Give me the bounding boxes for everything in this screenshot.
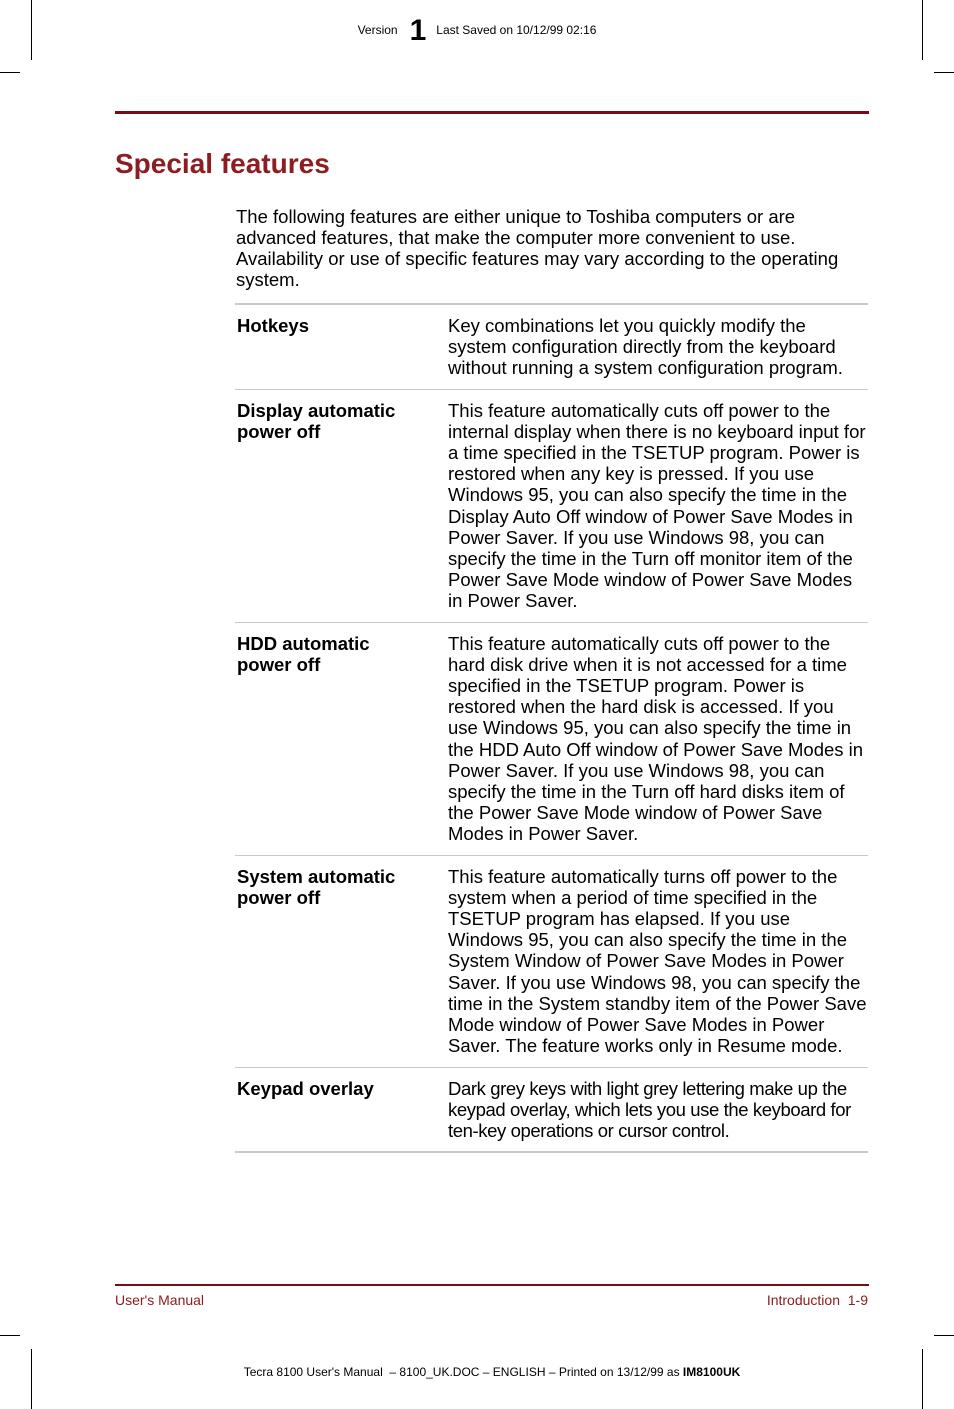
version-label: Version xyxy=(357,23,398,37)
feature-term: HDD automatic power off xyxy=(237,632,370,675)
feature-description: Dark grey keys with light grey lettering make up the keypad overlay, which lets you use the keyboard for ten-key operations or cursor control. xyxy=(448,1077,851,1141)
feature-row xyxy=(235,305,868,390)
feature-row xyxy=(235,390,868,623)
print-info-text: Tecra 8100 User's Manual – 8100_UK.DOC – ENGLISH – Printed on 13/12/99 as xyxy=(243,1365,683,1379)
feature-term: Keypad overlay xyxy=(237,1077,374,1099)
feature-description: This feature automatically cuts off power to the hard disk drive when it is not accessed for a time specified in the TSETUP program. Power is restored when the hard disk is accessed. If you use Windows 95, you can also specify the time in the HDD Auto Off window of Power Save Modes in Power Saver. If you use Windows 98, you can specify the time in the Turn off hard disks item of the Power Save Mode window of Power Save Modes in Power Saver. xyxy=(448,632,864,845)
features-table xyxy=(235,303,868,1153)
feature-row xyxy=(235,623,868,856)
feature-description: Key combinations let you quickly modify the system configuration directly from the keyboard without running a system configuration program. xyxy=(448,315,843,379)
crop-mark xyxy=(934,72,954,73)
feature-term: Hotkeys xyxy=(237,315,309,336)
intro-paragraph: The following features are either unique to Toshiba computers or are advanced features, that make the computer more convenient to use. Availability or use of specific features may vary according to the operating system. xyxy=(236,206,839,290)
feature-term: Display automatic power off xyxy=(237,399,396,442)
last-saved: Last Saved on 10/12/99 02:16 xyxy=(436,23,597,37)
top-rule xyxy=(115,111,869,114)
version-number: 1 xyxy=(409,14,427,47)
feature-description: This feature automatically turns off power to the system when a period of time specified in the TSETUP program has elapsed. If you use Windows 95, you can also specify the time in the System Window of Power Save Modes in Power Saver. If you use Windows 98, you can specify the time in the System standby item of the Power Save Mode window of Power Save Modes in Power Saver. The feature works only in Resume mode. xyxy=(448,865,867,1057)
feature-term: System automatic power off xyxy=(237,865,396,908)
feature-row xyxy=(235,856,868,1068)
footer-page-number: Introduction 1-9 xyxy=(766,1292,868,1308)
crop-mark xyxy=(0,72,20,73)
crop-mark xyxy=(934,1335,954,1336)
print-info xyxy=(0,1364,954,1380)
print-doc-id: IM8100UK xyxy=(682,1365,741,1379)
page-title: Special features xyxy=(115,148,330,179)
crop-mark xyxy=(0,1335,20,1336)
footer-manual-name: User's Manual xyxy=(115,1292,205,1308)
feature-row xyxy=(235,1068,868,1154)
version-header xyxy=(0,14,954,47)
bottom-rule xyxy=(115,1284,869,1286)
feature-description: This feature automatically cuts off power to the internal display when there is no keyboard input for a time specified in the TSETUP program. Power is restored when any key is pressed. If you use Windows 95, you can also specify the time in the Display Auto Off window of Power Save Modes in Power Saver. If you use Windows 98, you can specify the time in the Turn off monitor item of the Power Save Mode window of Power Save Modes in Power Saver. xyxy=(448,399,866,612)
